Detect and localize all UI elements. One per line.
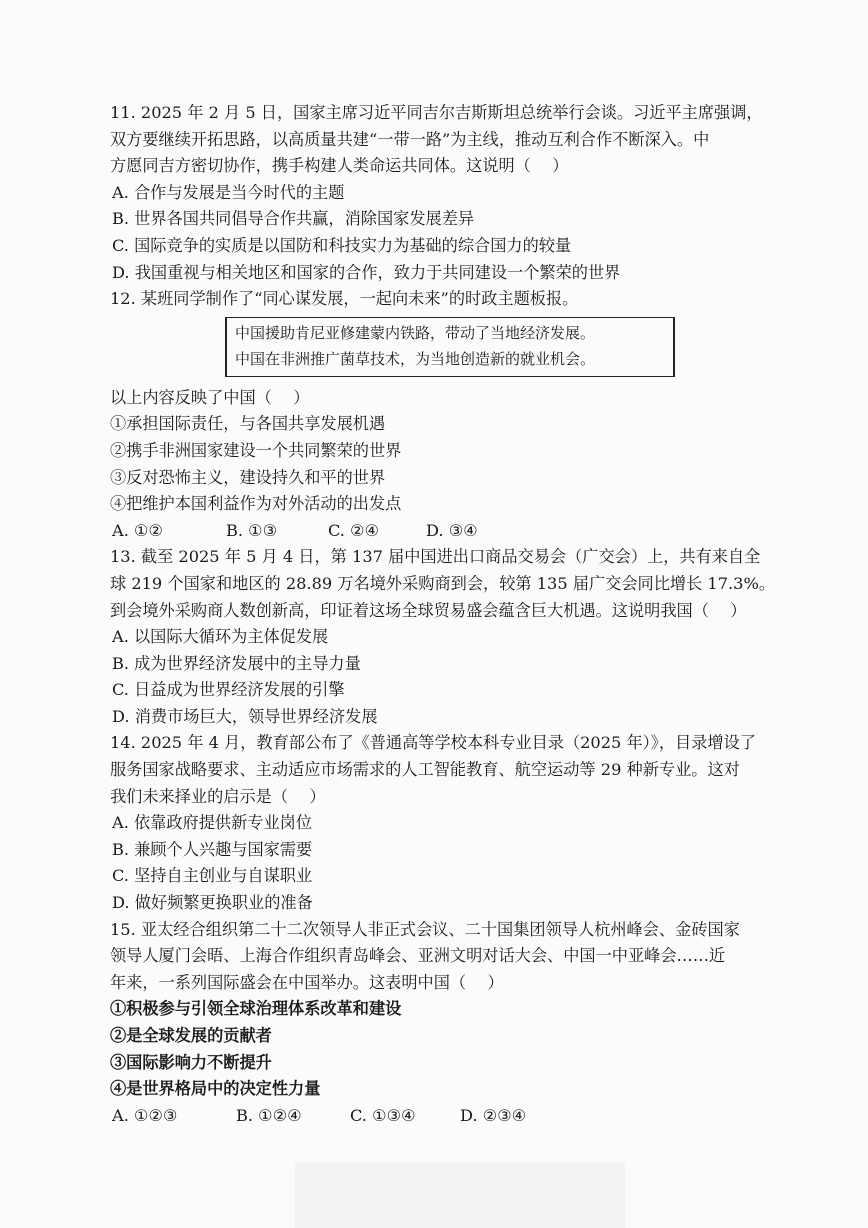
question-11-option-b: B. 世界各国共同倡导合作共赢，消除国家发展差异 bbox=[112, 209, 475, 229]
choice-c: C. ②④ bbox=[328, 520, 380, 540]
choice-a: A. ①②③ bbox=[112, 1105, 178, 1125]
question-12-item-3: ③反对恐怖主义，建设持久和平的世界 bbox=[110, 467, 386, 487]
choice-b: B. ①②④ bbox=[236, 1105, 302, 1125]
question-13-option-c: C. 日益成为世界经济发展的引擎 bbox=[112, 680, 345, 700]
question-12-item-4: ④把维护本国利益作为对外活动的出发点 bbox=[110, 494, 402, 514]
question-11-stem-line: 11. 2025 年 2 月 5 日，国家主席习近平同吉尔吉斯斯坦总统举行会谈。习近平主席强调， bbox=[110, 103, 763, 122]
question-13 bbox=[110, 544, 776, 730]
question-11-stem-line: 方愿同吉方密切协作，携手构建人类命运共同体。这说明（ ） bbox=[110, 156, 569, 176]
question-13-stem-line: 球 219 个国家和地区的 28.89 万名境外采购商到会，较第 135 届广交会同比增长 17.3%。 bbox=[110, 573, 776, 593]
board-line: 中国在非洲推广菌草技术，为当地创造新的就业机会。 bbox=[235, 349, 596, 368]
question-12-item-1: ①承担国际责任，与各国共享发展机遇 bbox=[110, 414, 386, 434]
question-15-choices bbox=[110, 1103, 770, 1130]
question-15-item-2: ②是全球发展的贡献者 bbox=[110, 1026, 272, 1045]
question-15-item-1: ①积极参与引领全球治理体系改革和建设 bbox=[110, 999, 402, 1019]
question-11-option-c: C. 国际竞争的实质是以国防和科技实力为基础的综合国力的较量 bbox=[112, 235, 572, 255]
choice-c: C. ①③④ bbox=[350, 1105, 416, 1125]
question-12 bbox=[110, 286, 770, 544]
question-15-stem-line: 年来，一系列国际盛会在中国举办。这表明中国（ ） bbox=[110, 972, 504, 992]
question-block bbox=[110, 100, 776, 1129]
question-14 bbox=[110, 730, 770, 916]
question-14-stem-line: 服务国家战略要求、主动适应市场需求的人工智能教育、航空运动等 29 种新专业。这对 bbox=[110, 760, 740, 780]
question-13-option-a: A. 以国际大循环为主体促发展 bbox=[112, 627, 329, 647]
choice-d: D. ②③④ bbox=[460, 1105, 527, 1125]
choice-d: D. ③④ bbox=[426, 520, 478, 540]
question-13-stem-line: 13. 截至 2025 年 5 月 4 日，第 137 届中国进出口商品交易会（广交会）上，共有来自全 bbox=[110, 547, 761, 567]
question-12-stem: 12. 某班同学制作了“同心谋发展，一起向未来”的时政主题板报。 bbox=[110, 289, 579, 309]
question-13-option-d: D. 消费市场巨大，领导世界经济发展 bbox=[112, 706, 378, 726]
question-15-item-3: ③国际影响力不断提升 bbox=[110, 1052, 272, 1072]
question-12-choices bbox=[110, 518, 770, 545]
question-14-option-d: D. 做好频繁更换职业的准备 bbox=[112, 893, 313, 913]
question-15-stem-line: 15. 亚太经合组织第二十二次领导人非正式会议、二十国集团领导人杭州峰会、金砖国家 bbox=[110, 919, 740, 939]
question-15 bbox=[110, 917, 770, 1130]
question-11-option-a: A. 合作与发展是当今时代的主题 bbox=[112, 182, 345, 202]
question-14-option-a: A. 依靠政府提供新专业岗位 bbox=[112, 813, 313, 833]
question-13-option-b: B. 成为世界经济发展中的主导力量 bbox=[112, 653, 361, 673]
question-11-stem-line: 双方要继续开拓思路，以高质量共建“一带一路”为主线，推动互利合作不断深入。中 bbox=[110, 129, 710, 149]
bulletin-board-box bbox=[225, 317, 675, 377]
question-11 bbox=[110, 100, 770, 286]
question-13-stem-line: 到会境外采购商人数创新高，印证着这场全球贸易盛会蕴含巨大机遇。这说明我国（ ） bbox=[110, 600, 747, 620]
scan-shadow bbox=[295, 1162, 625, 1228]
board-line: 中国援助肯尼亚修建蒙内铁路，带动了当地经济发展。 bbox=[235, 323, 596, 342]
question-14-option-b: B. 兼顾个人兴趣与国家需要 bbox=[112, 839, 313, 859]
choice-a: A. ①② bbox=[112, 520, 164, 540]
question-14-stem-line: 14. 2025 年 4 月，教育部公布了《普通高等学校本科专业目录（2025 年）》，目录增设了 bbox=[110, 733, 756, 753]
question-14-stem-line: 我们未来择业的启示是（ ） bbox=[110, 786, 326, 806]
question-11-option-d: D. 我国重视与相关地区和国家的合作，致力于共同建设一个繁荣的世界 bbox=[112, 262, 621, 282]
question-15-stem-line: 领导人厦门会晤、上海合作组织青岛峰会、亚洲文明对话大会、中国一中亚峰会……近 bbox=[110, 946, 726, 966]
choice-b: B. ①③ bbox=[226, 520, 278, 540]
question-14-option-c: C. 坚持自主创业与自谋职业 bbox=[112, 866, 313, 886]
question-12-question: 以上内容反映了中国（ ） bbox=[110, 387, 310, 407]
question-15-item-4: ④是世界格局中的决定性力量 bbox=[110, 1079, 321, 1099]
question-12-item-2: ②携手非洲国家建设一个共同繁荣的世界 bbox=[110, 440, 402, 460]
